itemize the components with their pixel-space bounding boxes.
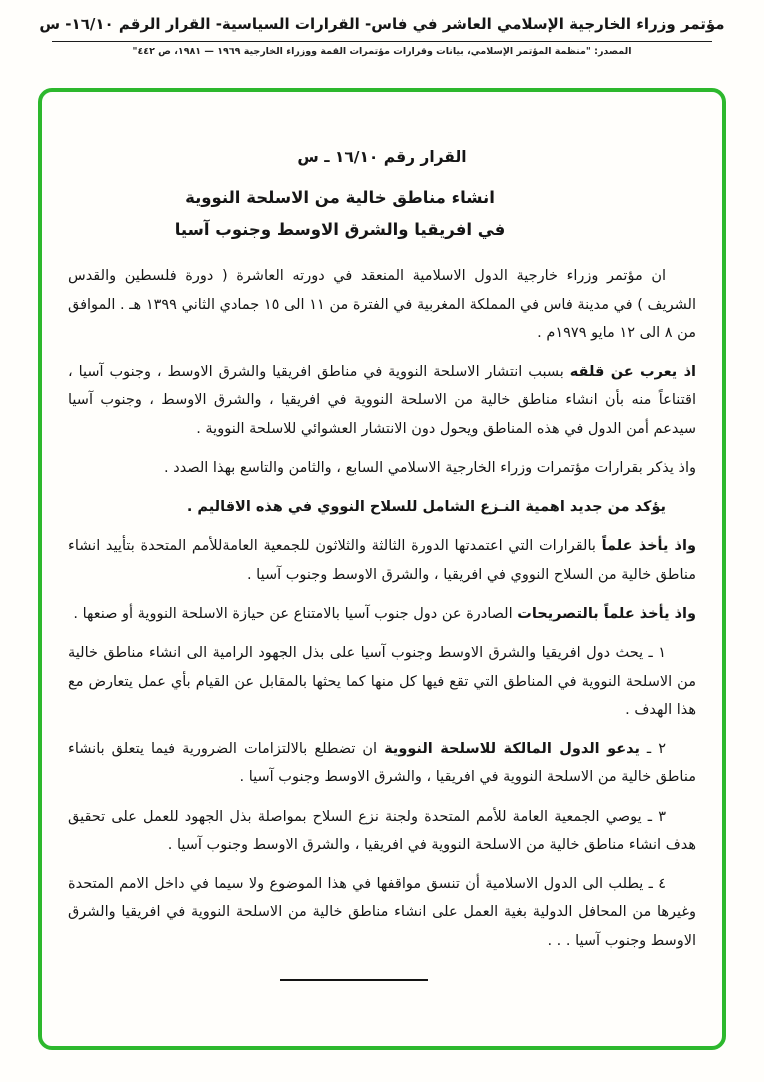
paragraph	[68, 735, 696, 792]
header-source: المصدر: "منظمة المؤتمر الإسلامي، بيانات وقرارات مؤتمرات القمة ووزراء الخارجية ١٩٦٩ — ١٩٨١، ص ٤٤٢"	[132, 45, 632, 57]
paragraph	[68, 262, 696, 347]
paragraph	[68, 870, 696, 955]
page-header	[0, 0, 764, 57]
header-divider	[52, 41, 712, 42]
header-title: مؤتمر وزراء الخارجية الإسلامي العاشر في فاس- القرارات السياسية- القرار الرقم ١٦/١٠- س	[39, 15, 725, 33]
paragraph-segment: واذ يذكر بقرارات مؤتمرات وزراء الخارجية الاسلامي السابع ، والثامن والتاسع بهذا الصدد .	[164, 459, 696, 476]
paragraph-segment: واذ يأخذ علماً	[601, 538, 696, 555]
paragraph-segment: يؤكد من جديد اهمية النـزع الشامل للسلاح النووي في هذه الاقاليم .	[186, 499, 666, 516]
paragraph-segment: بالقرارات التي اعتمدتها الدورة الثالثة والثلاثون للجمعية العامةللأمم المتحدة بتأييد انشاء مناطق خالية من السلاح النووي في افريقيا ، والشرق الاوسط وجنوب آسيا .	[68, 538, 696, 583]
paragraph	[68, 493, 696, 521]
paragraph	[68, 454, 696, 482]
document-title-line2: في افريقيا والشرق الاوسط وجنوب آسيا	[174, 220, 506, 240]
paragraph-segment: بسبب انتشار الاسلحة النووية في مناطق افريقيا والشرق الاوسط ، وجنوب آسيا ، اقتناعاً منه بأن انشاء مناطق خالية من الاسلحة النووية في افريقيا ، والشرق الاوسط ، وجنوب آسيا سيدعم أمن الدول في هذه المناطق ويحول دون الانتشار العشوائي للاسلحة النووية .	[68, 364, 696, 437]
document-title	[26, 182, 654, 246]
decision-number: القرار رقم ١٦/١٠ ـ س	[297, 148, 467, 166]
paragraph-segment: اذ يعرب عن قلقه	[569, 364, 696, 381]
paragraph-segment: ٢ ـ	[639, 741, 666, 758]
document-title-line1: انشاء مناطق خالية من الاسلحة النووية	[185, 188, 495, 207]
document-frame	[38, 88, 726, 1050]
paragraph-segment: واذ يأخذ علماً بالتصريحات	[517, 606, 696, 622]
paragraph-segment: يدعو الدول المالكة للاسلحة النووية	[384, 741, 640, 758]
paragraph	[68, 600, 696, 628]
paragraph-segment: ٤ ـ يطلب الى الدول الاسلامية أن تنسق مواقفها في هذا الموضوع ولا سيما في داخل الامم المتحدة وغيرها من المحافل الدولية بغية العمل على انشاء مناطق خالية من الاسلحة النووية في افريقيا والشرق الاوسط وجنوب آسيا . . .	[68, 876, 696, 949]
document-paragraphs	[68, 262, 696, 955]
paragraph-segment: ان تضطلع بالالتزامات الضرورية فيما يتعلق بانشاء مناطق خالية من الاسلحة النووية في افريقيا ، والشرق الاوسط وجنوب آسيا .	[68, 741, 696, 786]
paragraph-segment: الصادرة عن دول جنوب آسيا بالامتناع عن حيازة الاسلحة النووية أو صنعها .	[73, 606, 518, 622]
paragraph	[68, 532, 696, 589]
paragraph	[68, 803, 696, 860]
paragraph-segment: ان مؤتمر وزراء خارجية الدول الاسلامية المنعقد في دورته العاشرة ( دورة فلسطين والقدس الشريف ) في مدينة فاس في المملكة المغربية في الفترة من ١١ الى ١٥ جمادي الثاني ١٣٩٩ هـ . الموافق من ٨ الى ١٢ مايو ١٩٧٩م .	[68, 268, 696, 341]
paragraph	[68, 639, 696, 724]
paragraph-segment: ١ ـ يحث دول افريقيا والشرق الاوسط وجنوب آسيا على بذل الجهود الرامية الى انشاء مناطق خالية من الاسلحة النووية في المناطق التي تقع فيها كل منها كما يحثها بالمقابل عن القيام بأي عمل يتعارض مع هذا الهدف .	[68, 645, 696, 718]
paragraph-segment: ٣ ـ يوصي الجمعية العامة للأمم المتحدة ولجنة نزع السلاح بمواصلة بذل الجهود للعمل على تحقيق هدف انشاء مناطق خالية من الاسلحة النووية في افريقيا ، والشرق الاوسط وجنوب آسيا .	[68, 808, 696, 853]
end-divider	[280, 979, 428, 981]
paragraph	[68, 358, 696, 443]
